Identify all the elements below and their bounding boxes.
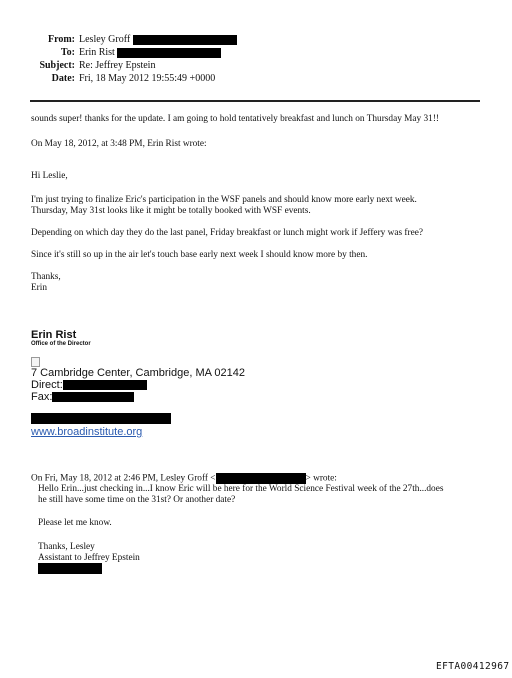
quote1-para3: Since it's still so up in the air let's touch base early next week I should know more by then. (31, 250, 368, 260)
signature-fax: Fax: (31, 391, 134, 403)
quote1-signoff: Erin (31, 283, 48, 293)
date-label: Date: (51, 73, 75, 84)
subject-row (0, 59, 240, 72)
redaction-block (31, 413, 171, 424)
subject-label: Subject: (39, 60, 75, 71)
quote1-attribution: On May 18, 2012, at 3:48 PM, Erin Rist wrote: (31, 139, 207, 149)
quote1-para1-line1: I'm just trying to finalize Eric's participation in the WSF panels and should know more early next week. (31, 195, 417, 205)
quote2-line2: he still have some time on the 31st? Or another date? (38, 495, 236, 505)
redaction-block (63, 380, 147, 390)
quote1-para1-line2: Thursday, May 31st looks like it might be totally booked with WSF events. (31, 206, 311, 216)
quote2-line3: Please let me know. (38, 518, 112, 528)
to-label: To: (60, 47, 75, 58)
quote2-line1: Hello Erin...just checking in...I know Eric will be here for the World Science Festival week of the 27th...does (38, 484, 444, 494)
from-label: From: (47, 34, 75, 45)
redaction-block (38, 563, 102, 574)
reply-text: sounds super! thanks for the update. I am going to hold tentatively breakfast and lunch on Thursday May 31!! (31, 114, 440, 124)
to-row (0, 46, 240, 59)
signature-address: 7 Cambridge Center, Cambridge, MA 02142 (31, 367, 246, 379)
header-divider (30, 100, 480, 102)
quote2-title: Assistant to Jeffrey Epstein (38, 553, 140, 563)
signature-name: Erin Rist (31, 329, 77, 341)
broken-image-icon (31, 357, 40, 367)
redaction-block (133, 35, 237, 45)
from-row (0, 33, 240, 46)
quote1-closing: Thanks, (31, 272, 61, 282)
to-value: Erin Rist (79, 46, 221, 59)
redaction-block (52, 392, 134, 402)
subject-value: Re: Jeffrey Epstein (79, 60, 156, 71)
date-value: Fri, 18 May 2012 19:55:49 +0000 (79, 73, 216, 84)
date-row (0, 72, 240, 85)
email-header (0, 33, 240, 85)
redaction-block (117, 48, 221, 58)
signature-direct: Direct: (31, 379, 147, 391)
quote2-attribution: On Fri, May 18, 2012 at 2:46 PM, Lesley Groff < > wrote: (31, 473, 337, 484)
quote2-closing: Thanks, Lesley (38, 542, 95, 552)
quote1-greeting: Hi Leslie, (31, 171, 68, 181)
quote1-para2: Depending on which day they do the last panel, Friday breakfast or lunch might work if Jeffery was free? (31, 228, 423, 238)
from-value: Lesley Groff (79, 33, 237, 46)
redaction-block (216, 473, 306, 484)
document-id: EFTA00412967 (436, 661, 510, 672)
website-link[interactable]: www.broadinstitute.org (31, 426, 143, 438)
signature-title: Office of the Director (31, 341, 91, 347)
